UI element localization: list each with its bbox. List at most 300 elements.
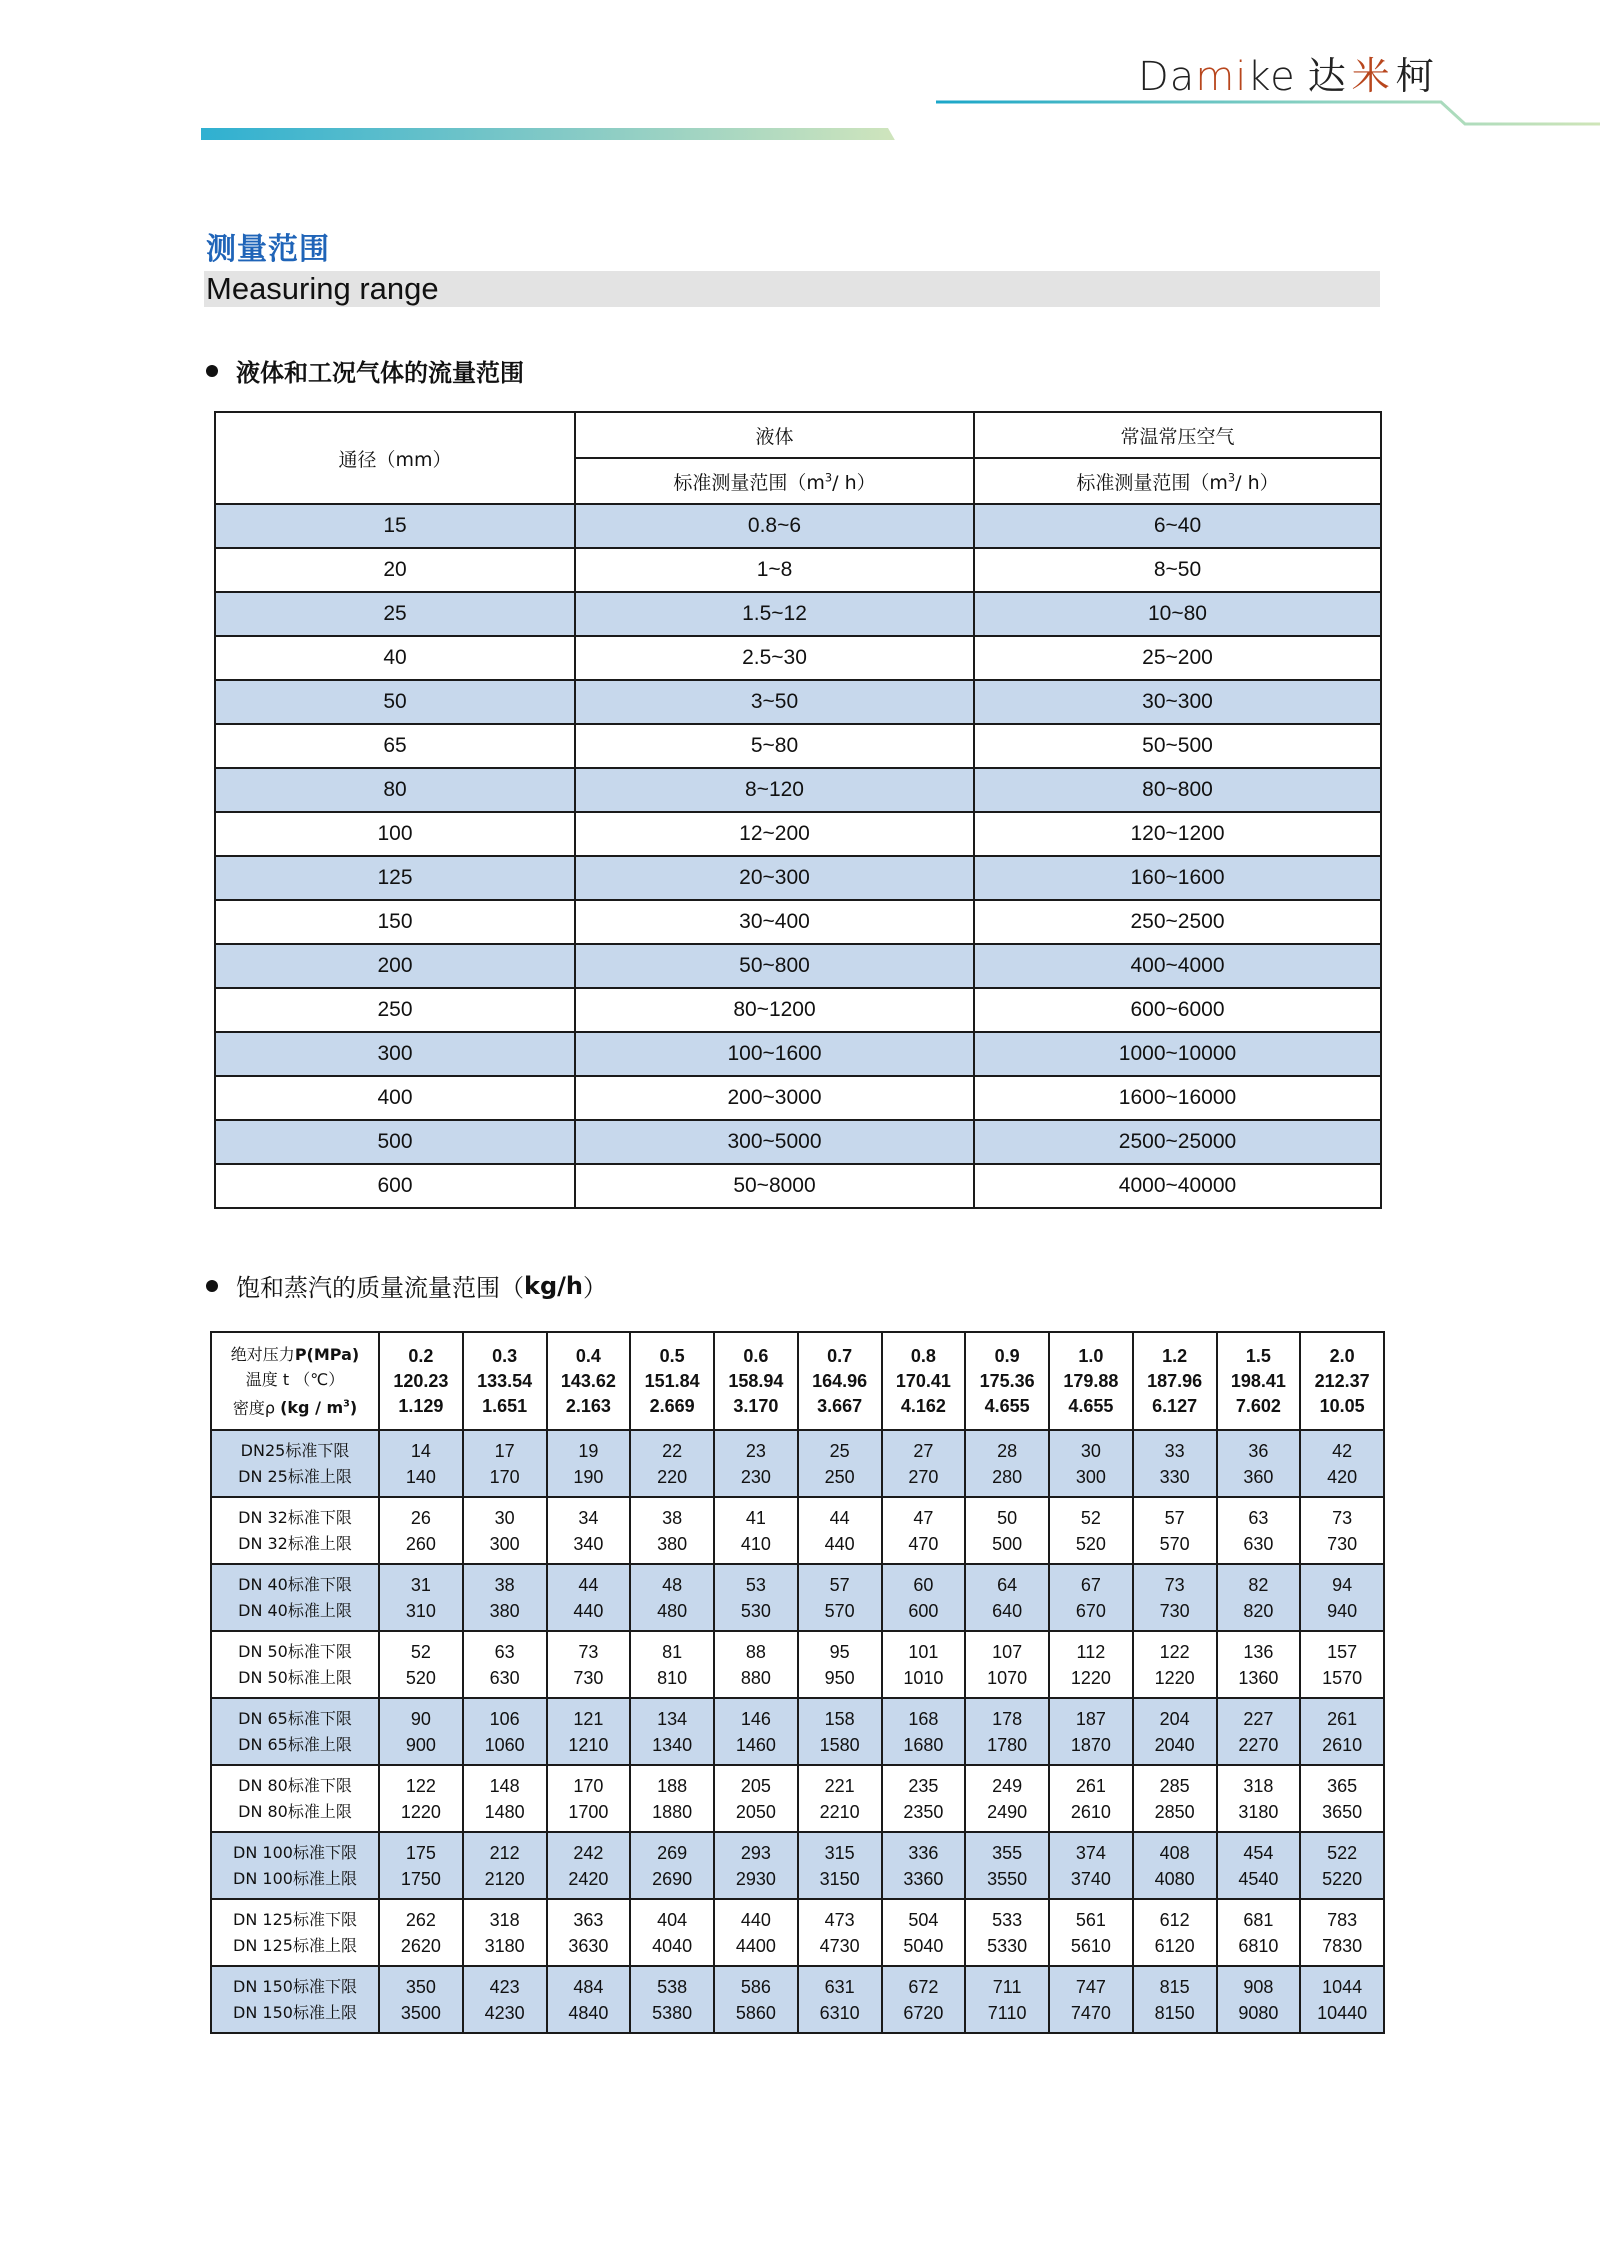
table-row xyxy=(211,1631,1384,1698)
cell-upper: 220 xyxy=(657,1466,688,1487)
cell-upper: 2610 xyxy=(1070,1801,1111,1822)
cell-upper: 2930 xyxy=(735,1868,776,1889)
column-header xyxy=(630,1332,714,1430)
cell-lower: 355 xyxy=(992,1842,1023,1863)
cell-range xyxy=(1217,1966,1301,2033)
header-unit-text: / h） xyxy=(832,471,876,494)
cell-upper: 1580 xyxy=(819,1734,860,1755)
cell-lower: 612 xyxy=(1159,1909,1190,1930)
label-temperature: 温度 t （℃） xyxy=(245,1369,345,1389)
cell-upper: 5040 xyxy=(903,1935,944,1956)
cell-upper: 6810 xyxy=(1238,1935,1279,1956)
cell-upper: 630 xyxy=(1243,1533,1274,1554)
row-label-lower: DN 125标准下限 xyxy=(233,1909,357,1929)
cell-upper: 1780 xyxy=(987,1734,1028,1755)
column-header xyxy=(882,1332,966,1430)
section-heading-text: 液体和工况气体的流量范围 xyxy=(236,359,524,387)
cell-range xyxy=(714,1430,798,1497)
table-row xyxy=(215,504,1381,548)
cell-lower: 30 xyxy=(1080,1440,1101,1461)
column-t: 179.88 xyxy=(1063,1370,1119,1391)
cell-dn: 250 xyxy=(215,988,575,1032)
row-label-lower: DN 50标准下限 xyxy=(238,1641,352,1661)
cell-lower: 17 xyxy=(494,1440,515,1461)
cell-range xyxy=(463,1899,547,1966)
column-p: 0.4 xyxy=(575,1345,601,1366)
cell-range xyxy=(379,1564,463,1631)
row-label-upper: DN 25标准上限 xyxy=(238,1466,352,1486)
cell-upper: 2050 xyxy=(735,1801,776,1822)
cell-upper: 3740 xyxy=(1070,1868,1111,1889)
cell-dn: 20 xyxy=(215,548,575,592)
cell-upper: 5860 xyxy=(735,2002,776,2023)
cell-range xyxy=(630,1564,714,1631)
cell-range xyxy=(965,1899,1049,1966)
column-rho: 10.05 xyxy=(1319,1395,1365,1416)
cell-dn: 300 xyxy=(215,1032,575,1076)
cell-lower: 681 xyxy=(1243,1909,1274,1930)
cell-range xyxy=(1217,1765,1301,1832)
cell-range xyxy=(1049,1698,1133,1765)
cell-lower: 33 xyxy=(1164,1440,1185,1461)
table-row xyxy=(215,812,1381,856)
cell-range xyxy=(1217,1564,1301,1631)
brand-cn-char: 柯 xyxy=(1395,54,1440,98)
cell-lower: 41 xyxy=(745,1507,766,1528)
label-density-close: ) xyxy=(349,1398,358,1418)
cell-lower: 48 xyxy=(662,1574,683,1595)
cell-upper: 3180 xyxy=(1238,1801,1279,1822)
cell-upper: 1220 xyxy=(400,1801,441,1822)
cell-range xyxy=(1217,1497,1301,1564)
cell-range xyxy=(1300,1899,1384,1966)
cell-lower: 63 xyxy=(494,1641,515,1662)
cell-range xyxy=(547,1698,631,1765)
section-heading-unit: kg/h xyxy=(524,1271,583,1300)
cell-upper: 7470 xyxy=(1070,2002,1111,2023)
cell-lower: 188 xyxy=(657,1775,688,1796)
column-rho: 1.129 xyxy=(398,1395,444,1416)
cell-range xyxy=(547,1564,631,1631)
cell-lower: 122 xyxy=(405,1775,436,1796)
column-p: 1.0 xyxy=(1078,1345,1104,1366)
cell-range xyxy=(463,1765,547,1832)
cell-air: 4000~40000 xyxy=(974,1164,1381,1208)
cell-upper: 2420 xyxy=(568,1868,609,1889)
cell-lower: 23 xyxy=(745,1440,766,1461)
cell-range xyxy=(1049,1631,1133,1698)
cell-air: 120~1200 xyxy=(974,812,1381,856)
cell-range xyxy=(1217,1899,1301,1966)
cell-range xyxy=(379,1832,463,1899)
table-row xyxy=(215,1164,1381,1208)
row-label xyxy=(211,1832,379,1899)
cell-range xyxy=(463,1497,547,1564)
row-label-upper: DN 40标准上限 xyxy=(238,1600,352,1620)
cell-lower: 82 xyxy=(1248,1574,1269,1595)
cell-upper: 730 xyxy=(1327,1533,1358,1554)
cell-lower: 53 xyxy=(745,1574,766,1595)
column-p: 2.0 xyxy=(1329,1345,1355,1366)
cell-dn: 50 xyxy=(215,680,575,724)
cell-lower: 57 xyxy=(829,1574,850,1595)
cell-upper: 820 xyxy=(1243,1600,1274,1621)
column-p: 0.2 xyxy=(408,1345,434,1366)
column-rho: 2.669 xyxy=(649,1395,695,1416)
cell-upper: 810 xyxy=(657,1667,688,1688)
cell-range xyxy=(630,1966,714,2033)
section-heading-liquid-gas xyxy=(206,353,524,388)
row-label-upper: DN 80标准上限 xyxy=(238,1801,352,1821)
cell-range xyxy=(630,1497,714,1564)
cell-range xyxy=(547,1966,631,2033)
row-label xyxy=(211,1765,379,1832)
cell-upper: 170 xyxy=(489,1466,520,1487)
cell-lower: 60 xyxy=(913,1574,934,1595)
cell-range xyxy=(1133,1899,1217,1966)
cell-air: 160~1600 xyxy=(974,856,1381,900)
cell-lower: 101 xyxy=(908,1641,939,1662)
cell-upper: 380 xyxy=(489,1600,520,1621)
cell-liquid: 80~1200 xyxy=(575,988,974,1032)
cell-upper: 310 xyxy=(405,1600,436,1621)
row-label xyxy=(211,1497,379,1564)
cell-range xyxy=(1300,1698,1384,1765)
cell-lower: 90 xyxy=(410,1708,431,1729)
cell-lower: 363 xyxy=(573,1909,604,1930)
column-p: 1.5 xyxy=(1245,1345,1271,1366)
cell-upper: 330 xyxy=(1159,1466,1190,1487)
cell-range xyxy=(1300,1832,1384,1899)
cell-lower: 146 xyxy=(740,1708,771,1729)
cell-upper: 4400 xyxy=(735,1935,776,1956)
header-diameter: 通径（mm） xyxy=(215,412,575,504)
cell-lower: 522 xyxy=(1327,1842,1358,1863)
cell-upper: 1460 xyxy=(735,1734,776,1755)
cell-dn: 40 xyxy=(215,636,575,680)
cell-upper: 940 xyxy=(1327,1600,1358,1621)
column-header xyxy=(463,1332,547,1430)
cell-range xyxy=(882,1430,966,1497)
column-rho: 6.127 xyxy=(1152,1395,1198,1416)
cell-lower: 28 xyxy=(997,1440,1018,1461)
column-p: 0.5 xyxy=(659,1345,685,1366)
row-label-upper: DN 32标准上限 xyxy=(238,1533,352,1553)
cell-lower: 67 xyxy=(1080,1574,1101,1595)
cell-upper: 2490 xyxy=(987,1801,1028,1822)
cell-lower: 336 xyxy=(908,1842,939,1863)
cell-upper: 9080 xyxy=(1238,2002,1279,2023)
cell-lower: 95 xyxy=(829,1641,850,1662)
cell-dn: 200 xyxy=(215,944,575,988)
cell-upper: 440 xyxy=(573,1600,604,1621)
cell-upper: 600 xyxy=(908,1600,939,1621)
cell-upper: 880 xyxy=(740,1667,771,1688)
table-row xyxy=(215,680,1381,724)
cell-upper: 340 xyxy=(573,1533,604,1554)
liquid-gas-flow-table xyxy=(214,411,1382,1209)
cell-lower: 473 xyxy=(824,1909,855,1930)
cell-lower: 908 xyxy=(1243,1976,1274,1997)
cell-upper: 5330 xyxy=(987,1935,1028,1956)
cell-air: 6~40 xyxy=(974,504,1381,548)
cell-lower: 52 xyxy=(1080,1507,1101,1528)
cell-upper: 3650 xyxy=(1322,1801,1363,1822)
cell-range xyxy=(630,1698,714,1765)
cell-lower: 204 xyxy=(1159,1708,1190,1729)
column-header xyxy=(1300,1332,1384,1430)
cell-range xyxy=(798,1698,882,1765)
cell-air: 1600~16000 xyxy=(974,1076,1381,1120)
cell-upper: 6720 xyxy=(903,2002,944,2023)
cell-upper: 1480 xyxy=(484,1801,525,1822)
cell-upper: 3180 xyxy=(484,1935,525,1956)
cell-upper: 1680 xyxy=(903,1734,944,1755)
column-t: 164.96 xyxy=(812,1370,868,1391)
cell-range xyxy=(965,1698,1049,1765)
cell-lower: 134 xyxy=(657,1708,688,1729)
cell-upper: 570 xyxy=(824,1600,855,1621)
cell-air: 80~800 xyxy=(974,768,1381,812)
cell-lower: 783 xyxy=(1327,1909,1358,1930)
cell-lower: 73 xyxy=(578,1641,599,1662)
cell-upper: 3360 xyxy=(903,1868,944,1889)
cell-air: 250~2500 xyxy=(974,900,1381,944)
cell-upper: 260 xyxy=(405,1533,436,1554)
header-air-range: 标准测量范围（$m^3/$ h） xyxy=(974,458,1381,504)
cell-liquid: 30~400 xyxy=(575,900,974,944)
cell-upper: 470 xyxy=(908,1533,939,1554)
cell-range xyxy=(714,1564,798,1631)
cell-upper: 3500 xyxy=(400,2002,441,2023)
cell-upper: 480 xyxy=(657,1600,688,1621)
label-pressure-cn: 绝对压力 xyxy=(230,1344,295,1364)
cell-upper: 1870 xyxy=(1070,1734,1111,1755)
cell-liquid: 5~80 xyxy=(575,724,974,768)
cell-range xyxy=(798,1899,882,1966)
cell-lower: 285 xyxy=(1159,1775,1190,1796)
cell-upper: 520 xyxy=(405,1667,436,1688)
brand-prefix: Da xyxy=(1138,54,1196,100)
cell-lower: 175 xyxy=(405,1842,436,1863)
cell-dn: 150 xyxy=(215,900,575,944)
cell-lower: 586 xyxy=(740,1976,771,1997)
cell-lower: 242 xyxy=(573,1842,604,1863)
cell-lower: 561 xyxy=(1075,1909,1106,1930)
cell-lower: 374 xyxy=(1075,1842,1106,1863)
cell-range xyxy=(1300,1765,1384,1832)
row-label-upper: DN 50标准上限 xyxy=(238,1667,352,1687)
column-t: 143.62 xyxy=(560,1370,616,1391)
column-rho: 3.170 xyxy=(733,1395,779,1416)
table-row xyxy=(215,724,1381,768)
header-air: 常温常压空气 xyxy=(974,412,1381,458)
cell-lower: 121 xyxy=(573,1708,604,1729)
cell-dn: 15 xyxy=(215,504,575,548)
cell-upper: 4840 xyxy=(568,2002,609,2023)
cell-lower: 148 xyxy=(489,1775,520,1796)
cell-upper: 410 xyxy=(740,1533,771,1554)
cell-range xyxy=(1133,1966,1217,2033)
cell-upper: 3550 xyxy=(987,1868,1028,1889)
cell-range xyxy=(1049,1430,1133,1497)
cell-range xyxy=(798,1497,882,1564)
cell-range xyxy=(965,1966,1049,2033)
cell-air: 10~80 xyxy=(974,592,1381,636)
column-rho: 4.162 xyxy=(900,1395,946,1416)
row-label xyxy=(211,1966,379,2033)
cell-lower: 47 xyxy=(913,1507,934,1528)
cell-lower: 25 xyxy=(829,1440,850,1461)
cell-upper: 4080 xyxy=(1154,1868,1195,1889)
cell-lower: 318 xyxy=(1243,1775,1274,1796)
cell-range xyxy=(714,1631,798,1698)
row-label-upper: DN 100标准上限 xyxy=(233,1868,357,1888)
cell-lower: 26 xyxy=(410,1507,431,1528)
cell-range xyxy=(965,1430,1049,1497)
cell-liquid: 2.5~30 xyxy=(575,636,974,680)
cell-range xyxy=(882,1497,966,1564)
cell-upper: 440 xyxy=(824,1533,855,1554)
cell-lower: 235 xyxy=(908,1775,939,1796)
cell-range xyxy=(1300,1564,1384,1631)
cell-upper: 1700 xyxy=(568,1801,609,1822)
cell-lower: 187 xyxy=(1075,1708,1106,1729)
column-header xyxy=(1217,1332,1301,1430)
cell-range xyxy=(1300,1966,1384,2033)
cell-lower: 212 xyxy=(489,1842,520,1863)
cell-range xyxy=(1133,1698,1217,1765)
cell-upper: 1210 xyxy=(568,1734,609,1755)
table-row xyxy=(215,900,1381,944)
cell-upper: 7110 xyxy=(987,2002,1027,2023)
cell-lower: 454 xyxy=(1243,1842,1274,1863)
cell-lower: 747 xyxy=(1075,1976,1106,1997)
cell-lower: 34 xyxy=(578,1507,599,1528)
cell-dn: 125 xyxy=(215,856,575,900)
cell-range xyxy=(1300,1631,1384,1698)
cell-range xyxy=(1133,1564,1217,1631)
cell-range xyxy=(965,1631,1049,1698)
cell-air: 50~500 xyxy=(974,724,1381,768)
column-t: 170.41 xyxy=(895,1370,951,1391)
cell-upper: 2620 xyxy=(400,1935,441,1956)
cell-range xyxy=(1133,1832,1217,1899)
cell-lower: 136 xyxy=(1243,1641,1274,1662)
table-row xyxy=(215,1076,1381,1120)
cell-range xyxy=(1300,1430,1384,1497)
column-header xyxy=(379,1332,463,1430)
section-heading-close: ） xyxy=(583,1274,607,1302)
cell-upper: 6120 xyxy=(1154,1935,1195,1956)
cell-upper: 280 xyxy=(992,1466,1023,1487)
cell-range xyxy=(714,1832,798,1899)
brand-cn xyxy=(1308,45,1440,100)
cell-upper: 530 xyxy=(740,1600,771,1621)
cell-range xyxy=(630,1832,714,1899)
cell-lower: 423 xyxy=(489,1976,520,1997)
cell-lower: 227 xyxy=(1243,1708,1274,1729)
cell-lower: 815 xyxy=(1159,1976,1190,1997)
cell-upper: 630 xyxy=(489,1667,520,1688)
cell-lower: 122 xyxy=(1159,1641,1190,1662)
cell-dn: 600 xyxy=(215,1164,575,1208)
cell-range xyxy=(547,1899,631,1966)
cell-lower: 94 xyxy=(1332,1574,1353,1595)
cell-lower: 31 xyxy=(410,1574,431,1595)
cell-range xyxy=(1133,1497,1217,1564)
cell-air: 400~4000 xyxy=(974,944,1381,988)
row-label-lower: DN 32标准下限 xyxy=(238,1507,352,1527)
cell-range xyxy=(798,1564,882,1631)
cell-lower: 269 xyxy=(657,1842,688,1863)
cell-dn: 100 xyxy=(215,812,575,856)
cell-upper: 1010 xyxy=(903,1667,944,1688)
cell-upper: 420 xyxy=(1327,1466,1358,1487)
cell-lower: 293 xyxy=(740,1842,771,1863)
cell-lower: 170 xyxy=(573,1775,604,1796)
column-p: 0.9 xyxy=(994,1345,1020,1366)
cell-range xyxy=(547,1631,631,1698)
cell-lower: 158 xyxy=(824,1708,855,1729)
cell-air: 1000~10000 xyxy=(974,1032,1381,1076)
cell-lower: 157 xyxy=(1327,1641,1358,1662)
column-header xyxy=(714,1332,798,1430)
cell-lower: 64 xyxy=(997,1574,1018,1595)
table-row xyxy=(211,1698,1384,1765)
cell-range xyxy=(547,1765,631,1832)
cell-lower: 533 xyxy=(992,1909,1023,1930)
cell-range xyxy=(1049,1899,1133,1966)
cell-range xyxy=(798,1765,882,1832)
cell-upper: 2690 xyxy=(652,1868,693,1889)
cell-range xyxy=(714,1899,798,1966)
cell-air: 600~6000 xyxy=(974,988,1381,1032)
cell-lower: 38 xyxy=(494,1574,515,1595)
cell-range xyxy=(379,1765,463,1832)
row-label xyxy=(211,1698,379,1765)
page-title-cn: 测量范围 xyxy=(206,232,330,267)
cell-range xyxy=(798,1631,882,1698)
cell-upper: 7830 xyxy=(1322,1935,1363,1956)
cell-range xyxy=(798,1966,882,2033)
row-label-lower: DN25标准下限 xyxy=(240,1440,350,1460)
column-rho: 7.602 xyxy=(1235,1395,1281,1416)
cell-liquid: 8~120 xyxy=(575,768,974,812)
table-row xyxy=(211,1564,1384,1631)
cell-upper: 2040 xyxy=(1154,1734,1195,1755)
cell-lower: 484 xyxy=(573,1976,604,1997)
brand-suffix: ke xyxy=(1247,54,1296,100)
cell-lower: 50 xyxy=(997,1507,1018,1528)
cell-lower: 178 xyxy=(992,1708,1023,1729)
cell-lower: 42 xyxy=(1332,1440,1353,1461)
row-label xyxy=(211,1631,379,1698)
cell-upper: 1360 xyxy=(1238,1667,1279,1688)
table-row xyxy=(211,1430,1384,1497)
cell-range xyxy=(379,1899,463,1966)
cell-lower: 221 xyxy=(824,1775,855,1796)
cell-lower: 73 xyxy=(1332,1507,1353,1528)
header-liquid-range: 标准测量范围（$m^3/$ h） xyxy=(575,458,974,504)
cell-liquid: 20~300 xyxy=(575,856,974,900)
cell-range xyxy=(463,1430,547,1497)
cell-upper: 360 xyxy=(1243,1466,1274,1487)
cell-range xyxy=(379,1631,463,1698)
cell-range xyxy=(463,1698,547,1765)
cell-upper: 1070 xyxy=(987,1667,1028,1688)
table-row xyxy=(211,1497,1384,1564)
